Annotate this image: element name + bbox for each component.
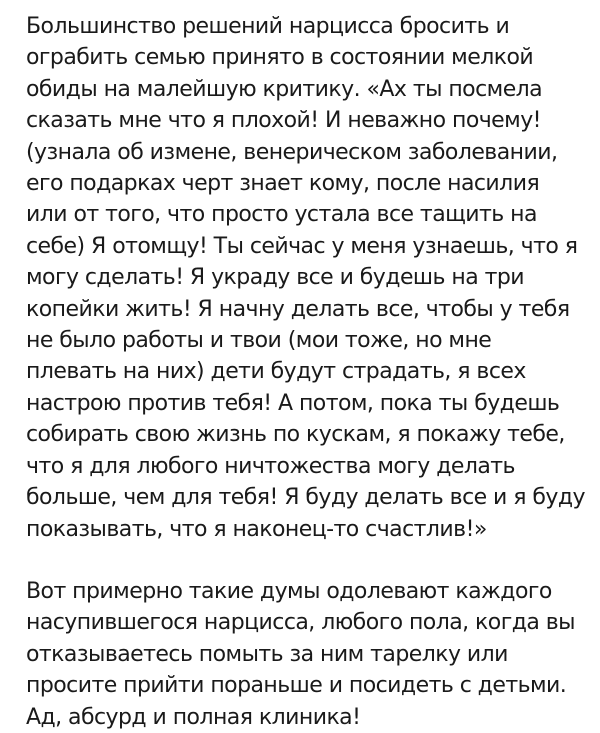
text-line: не было работы и твои (мои тоже, но мне: [26, 328, 492, 354]
text-line: обиды на малейшую критику. «Ах ты посмела: [26, 76, 543, 102]
text-line: Вот примерно такие думы одолевают каждого: [26, 578, 552, 604]
text-line: (узнала об измене, венерическом заболевании,: [26, 139, 558, 165]
text-line: насупившегося нарцисса, любого пола, когда вы: [26, 610, 575, 636]
paragraph-gap: [26, 545, 592, 576]
text-line: Ад, абсурд и полная клиника!: [26, 704, 361, 730]
text-line: копейки жить! Я начну делать все, чтобы у тебя: [26, 296, 570, 322]
text-line: или от того, что просто устала все тащить на: [26, 202, 537, 228]
text-line: что я для любого ничтожества могу делать: [26, 453, 515, 479]
text-line: показывать, что я наконец-то счастлив!»: [26, 516, 487, 542]
text-line: его подарках черт знает кому, после насилия: [26, 171, 540, 197]
paragraph-1: [26, 11, 592, 545]
text-line: себе) Я отомщу! Ты сейчас у меня узнаешь, что я: [26, 233, 578, 259]
text-line: могу сделать! Я украду все и будешь на три: [26, 265, 525, 291]
text-line: просите прийти пораньше и посидеть с детьми.: [26, 673, 567, 699]
text-line: собирать свою жизнь по кускам, я покажу тебе,: [26, 422, 565, 448]
paragraph-2: [26, 576, 592, 733]
text-line: отказываетесь помыть за ним тарелку или: [26, 641, 508, 667]
text-line: ограбить семью принято в состоянии мелкой: [26, 45, 534, 71]
text-line: сказать мне что я плохой! И неважно почему!: [26, 108, 541, 134]
text-line: Большинство решений нарцисса бросить и: [26, 14, 510, 39]
text-line: больше, чем для тебя! Я буду делать все и я буду: [26, 485, 585, 511]
text-line: плевать на них) дети будут страдать, я всех: [26, 359, 526, 385]
text-line: настрою против тебя! А потом, пока ты будешь: [26, 390, 560, 416]
